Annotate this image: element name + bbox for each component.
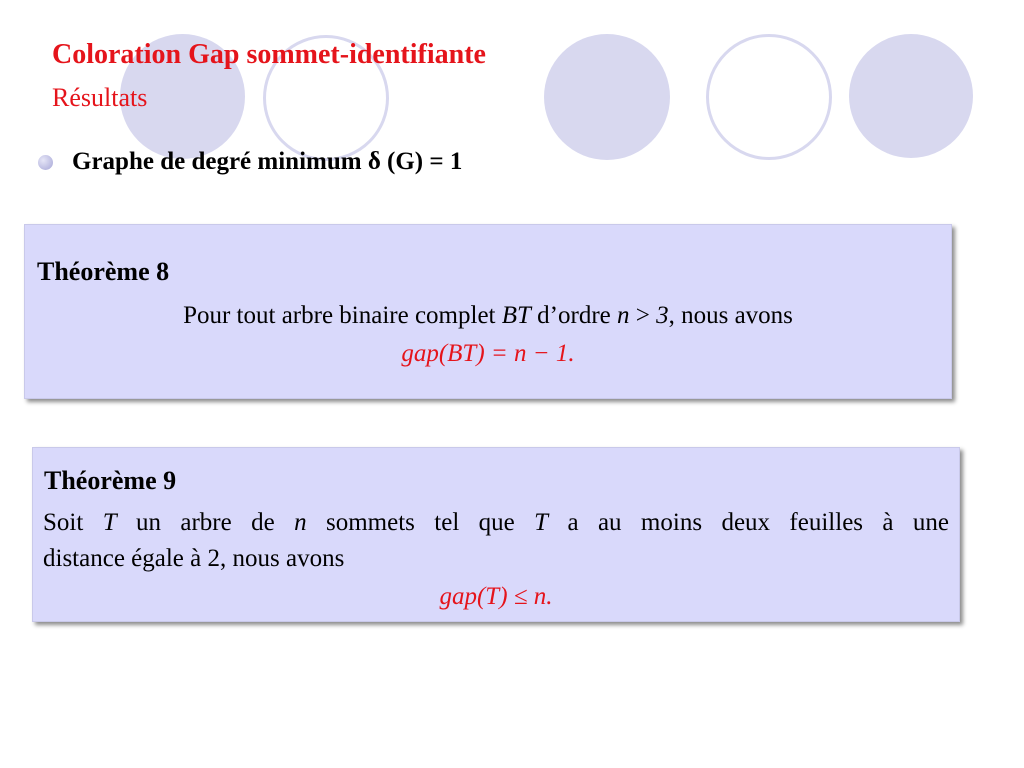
theorem-9-var-t: T — [534, 509, 549, 536]
theorem-9-title: Théorème 9 — [44, 466, 177, 495]
slide-subtitle: Résultats — [52, 83, 148, 112]
slide-title: Coloration Gap sommet-identifiante — [52, 39, 486, 70]
decorative-circle — [544, 34, 670, 160]
bullet-icon — [38, 155, 53, 170]
theorem-9-formula: gap(T) ≤ n. — [439, 583, 553, 610]
theorem-9-text: sommets tel que — [306, 509, 535, 536]
theorem-9-text: a au moins deux feuilles à une — [548, 509, 949, 536]
theorem-8-text: d’ordre — [530, 302, 617, 329]
theorem-9-text: Soit — [43, 509, 103, 536]
theorem-9-statement-line1 — [43, 508, 949, 538]
theorem-8-text: Pour tout arbre binaire complet — [183, 302, 502, 329]
decorative-ring — [706, 34, 832, 160]
theorem-9-statement-line2: distance égale à 2, nous avons — [43, 545, 345, 572]
bullet-text: Graphe de degré minimum δ (G) = 1 — [72, 148, 463, 175]
theorem-9-var-t: T — [102, 509, 117, 536]
theorem-8-text: , nous avons — [668, 302, 793, 329]
theorem-9-box — [32, 447, 960, 622]
theorem-8-formula: gap(BT) = n − 1. — [401, 340, 575, 367]
theorem-9-var-n: n — [294, 509, 307, 536]
theorem-8-var-bt: BT — [501, 302, 531, 329]
theorem-8-box — [24, 224, 952, 399]
theorem-9-text: un arbre de — [116, 509, 295, 536]
theorem-8-title: Théorème 8 — [37, 257, 170, 286]
theorem-8-value: 3 — [656, 302, 669, 329]
decorative-circle — [849, 34, 973, 158]
theorem-8-statement — [25, 301, 951, 331]
theorem-8-symbol: > — [629, 302, 657, 329]
theorem-8-var-n: n — [617, 302, 630, 329]
bullet-item — [38, 148, 462, 176]
